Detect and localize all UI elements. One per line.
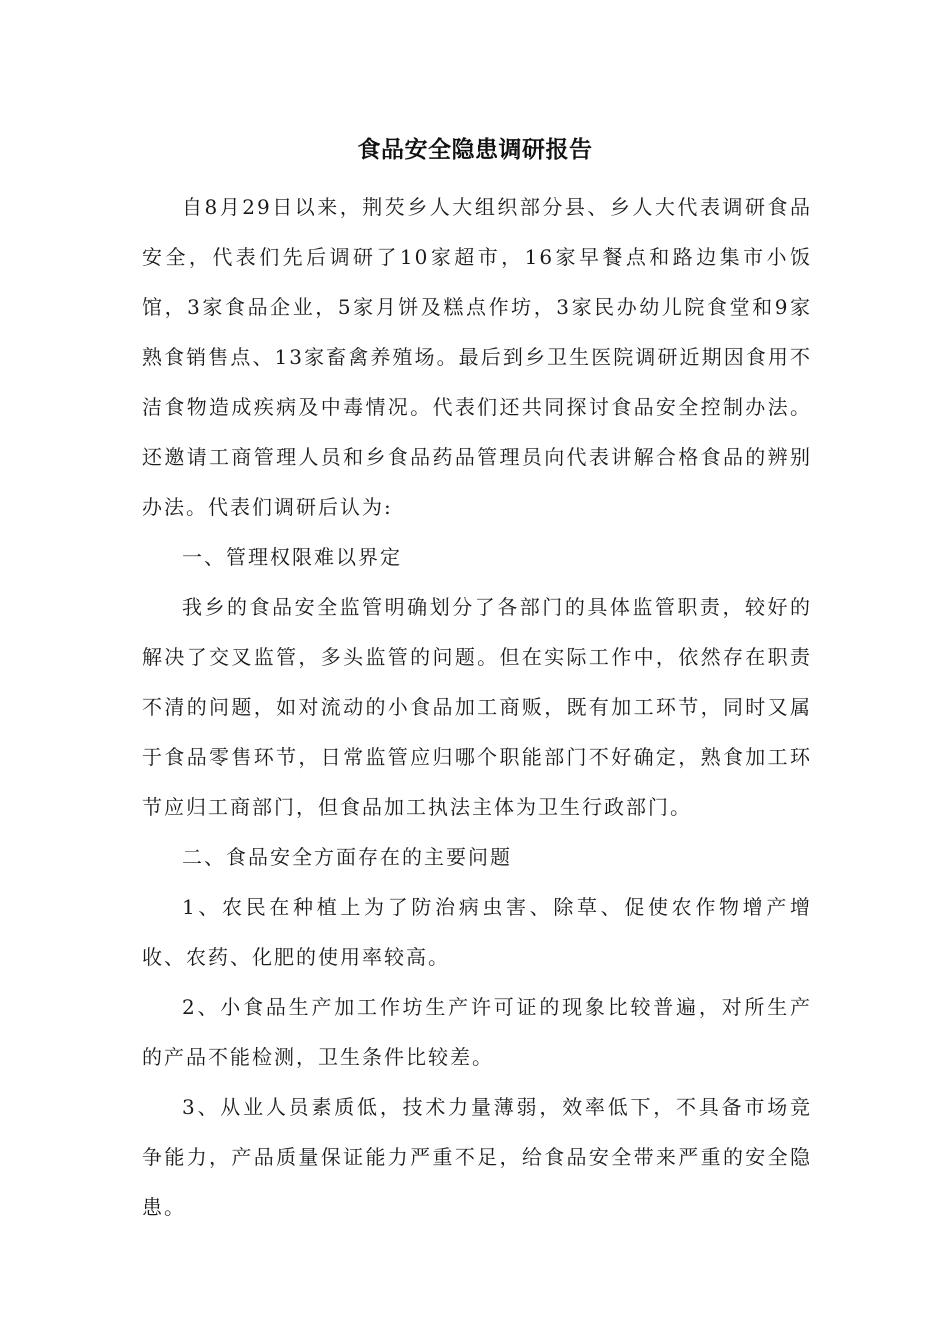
problem-item-3: 3、从业人员素质低，技术力量薄弱，效率低下，不具备市场竞争能力，产品质量保证能力严重不足，给食品安全带来严重的安全隐患。	[142, 1095, 812, 1219]
section-heading-2: 二、食品安全方面存在的主要问题	[182, 845, 512, 869]
section-1-paragraph: 我乡的食品安全监管明确划分了各部门的具体监管职责，较好的解决了交叉监管，多头监管的问题。但在实际工作中，依然存在职责不清的问题，如对流动的小食品加工商贩，既有加工环节，同时又属于食品零售环节，日常监管应归哪个职能部门不好确定，熟食加工环节应归工商部门，但食品加工执法主体为卫生行政部门。	[142, 595, 812, 819]
intro-paragraph: 自8月29日以来，荆芡乡人大组织部分县、乡人大代表调研食品安全，代表们先后调研了10家超市，16家早餐点和路边集市小饭馆，3家食品企业，5家月饼及糕点作坊，3家民办幼儿院食堂和9家熟食销售点、13家畜禽养殖场。最后到乡卫生医院调研近期因食用不洁食物造成疾病及中毒情况。代表们还共同探讨食品安全控制办法。还邀请工商管理人员和乡食品药品管理员向代表讲解合格食品的辨别办法。代表们调研后认为:	[142, 195, 812, 519]
problem-item-1: 1、农民在种植上为了防治病虫害、除草、促使农作物增产增收、农药、化肥的使用率较高。	[142, 895, 812, 969]
document-body	[142, 182, 812, 1232]
problem-item-2: 2、小食品生产加工作坊生产许可证的现象比较普遍，对所生产的产品不能检测，卫生条件比较差。	[142, 995, 812, 1069]
section-heading-1: 一、管理权限难以界定	[182, 545, 402, 569]
document-title: 食品安全隐患调研报告	[357, 137, 593, 163]
